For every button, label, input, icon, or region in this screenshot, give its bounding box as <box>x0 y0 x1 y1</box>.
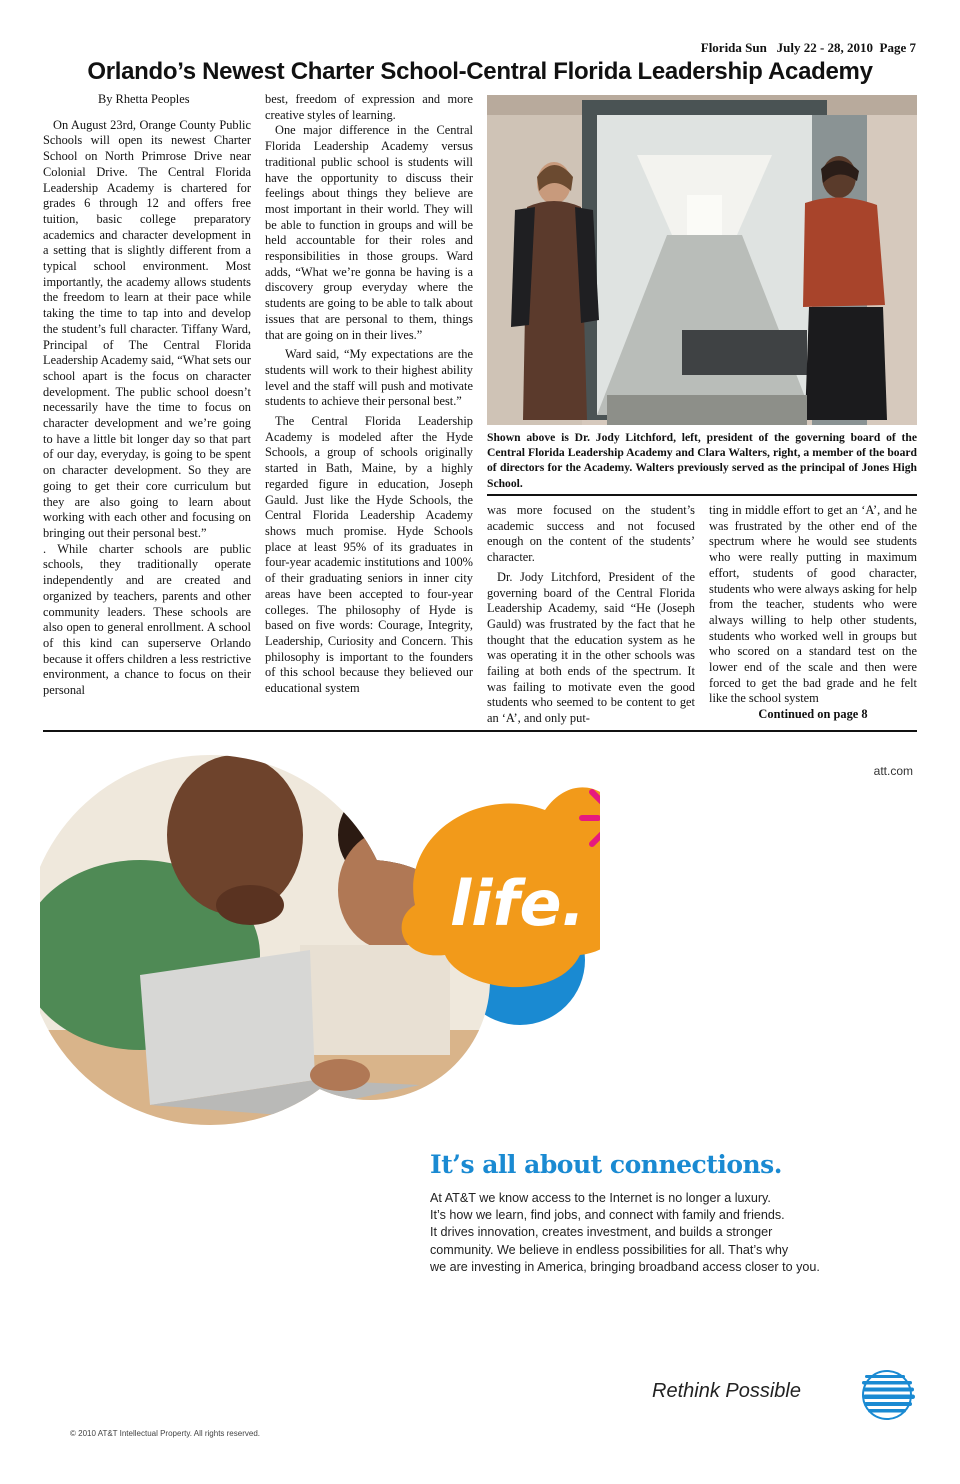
newspaper-header: Florida Sun July 22 - 28, 2010 Page 7 <box>700 40 916 55</box>
article-column-3 <box>487 503 695 727</box>
article-column-1 <box>43 92 251 699</box>
ad-illustration <box>40 740 600 1140</box>
article-headline: Orlando’s Newest Charter School-Central Florida Leadership Academy <box>87 58 873 85</box>
ad-body-line: At AT&T we know access to the Internet is no longer a luxury. <box>430 1191 771 1205</box>
article-bottom-divider <box>43 730 917 732</box>
continued-link[interactable]: Continued on page 8 <box>758 707 868 722</box>
ad-body-line: It’s how we learn, find jobs, and connect with family and friends. <box>430 1208 785 1223</box>
ad-body-line: It drives innovation, creates investment, and builds a stronger <box>430 1225 773 1240</box>
ad-body-line: community. We believe in endless possibilities for all. That’s why <box>430 1242 789 1257</box>
paragraph: Ward said, “My expectations are the students will work to their highest ability level and the staff will push and motivate students to achieve their personal best.” <box>265 347 473 409</box>
att-globe-icon[interactable] <box>856 1370 918 1420</box>
paragraph: The Central Florida Leadership Academy is modeled after the Hyde Schools, a group of schools originally started in Bath, Maine, by a highly regarded figure in education, Joseph Gauld. Just like the Hyde Schools, the Central Florida Leadership Academy shows much promise. Hyde Schools place at least 95% of its graduates in four-year academic institutions and 100% of their graduating seniors in inner city areas have been accepted to four-year colleges. The philosophy of Hyde is based on five words: Courage, Integrity, Leadership, Curiosity and Concern. This philosophy is important to the founders of this school because they believed our educational system <box>265 414 473 696</box>
ad-tagline: It’s all about connections. <box>430 1150 782 1179</box>
paragraph: . While charter schools are public schools, they traditionally operate independently and are created and organized by teachers, parents and other community leaders. These schools are also open to general enrollment. A school of this kind can superserve Orlando because it offers children a less restrictive environment, a chance to focus on their personal <box>43 541 251 698</box>
ad-body-line: we are investing in America, bringing broadband access closer to you. <box>430 1259 820 1274</box>
paragraph: Dr. Jody Litchford, President of the governing board of the Central Florida Leadership Academy, said “He (Joseph Gauld) was frustrated by the fact that he thought that the education system as he was operating it in the other schools was failing at both ends of the spectrum. It was failing to motivate even the good students who seemed to be content to get an ‘A’, and only put- <box>487 569 695 726</box>
paragraph: On August 23rd, Orange County Public Schools will open its newest Charter School on North Primrose Drive near Colonial Drive. The Central Florida Leadership Academy is chartered for grades 6 through 12 and offers free tuition, basic college preparatory academics and character development in a setting that is slightly different from a typical school environment. Most importantly, the academy allows students the freedom to learn at their pace while taking the time to tap into and develop the student’s full character. Tiffany Ward, Principal of The Central Florida Leadership Academy said, “What sets our school apart is the focus on character development. The public school doesn’t necessarily have the time to focus on character development and we’re going to have a little bit longer day so that part of our day, everyday, is going to be spent on character development. So they are going to get their core curriculum but they are also going to learn about working with each other and focusing on bringing out their personal best.” <box>43 117 251 540</box>
ad-copyright: © 2010 AT&T Intellectual Property. All rights reserved. <box>70 1429 260 1438</box>
paragraph: ting in middle effort to get an ‘A’, and he was frustrated by the other end of the spectrum where he would see students who were really putting in maximum effort, students of good character, students who were always asking for help from the teacher, students who were always willing to help other students, students who worked well in groups but who scored on a standard test on the lower end of the scale and then were forced to get the bad grade and he felt like the school system <box>709 503 917 706</box>
article-column-2 <box>265 92 473 697</box>
ad-body-text <box>430 1190 900 1276</box>
photo-caption: Shown above is Dr. Jody Litchford, left, president of the governing board of the Central Florida Leadership Academy and Clara Walters, right, a member of the board of directors for the Academy. Walters previously served as the principal of Jones High School. <box>487 431 917 490</box>
article-photo <box>487 95 917 425</box>
paragraph: best, freedom of expression and more creative styles of learning. <box>265 92 473 122</box>
life-logo-text: life. <box>450 867 586 940</box>
ad-slogan: Rethink Possible <box>652 1380 801 1402</box>
ad-url[interactable]: att.com <box>873 764 913 778</box>
paragraph: One major difference in the Central Florida Leadership Academy versus traditional public school is students will have the opportunity to discuss their feelings about things they believe are most important in their world. They will be able to function in groups and will be held accountable for their roles and responsibilities in those groups. Ward adds, “What we’re gonna be having is a discovery group everyday where the students are going to be able to talk about issues that are personal to them, things that are going on in their lives.” <box>265 123 473 342</box>
article-column-4 <box>709 503 917 723</box>
caption-divider <box>487 494 917 496</box>
byline: By Rhetta Peoples <box>98 92 190 106</box>
paragraph: was more focused on the student’s academic success and not focused enough on the content of the students’ character. <box>487 503 695 565</box>
